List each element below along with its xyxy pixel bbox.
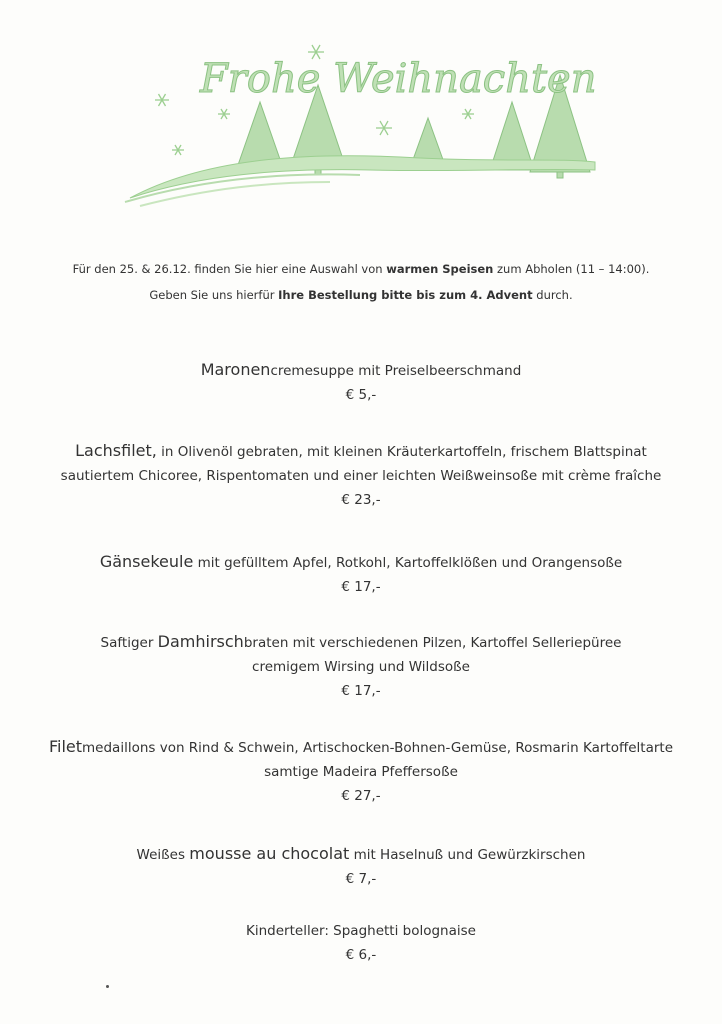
dish-name: Damhirsch [157,632,244,651]
dish-details: braten mit verschiedenen Pilzen, Kartoffel Selleriepüree [243,635,622,651]
dish-description [0,441,722,460]
dish-description [0,737,722,756]
notice-text: Geben Sie uns hierfür [149,288,279,302]
dish-price: € 6,- [345,947,377,963]
dish-prefix: Saftiger [100,635,158,651]
snowflake-icon [376,121,392,135]
menu-item [0,441,722,508]
greeting-title: Frohe Weihnachten [200,56,597,102]
dish-description [0,844,722,863]
dish-description [0,923,722,939]
menu-item [0,632,722,699]
notice-highlight: Ihre Bestellung bitte bis zum 4. Advent [278,288,533,302]
dish-price: € 7,- [345,871,377,887]
pickup-notice-line-2 [0,288,722,302]
menu-item [0,923,722,963]
christmas-header-illustration [120,30,600,210]
menu-item [0,360,722,403]
dish-details-line-2: sautiertem Chicoree, Rispentomaten und einer leichten Weißweinsoße mit crème fraîche [60,468,662,484]
dish-price: € 17,- [341,683,381,699]
dish-description [0,552,722,571]
dish-details: mit gefülltem Apfel, Rotkohl, Kartoffelklößen und Orangensoße [193,555,623,571]
dish-prefix: Weißes [136,847,190,863]
pickup-notice-line-1 [0,262,722,276]
dish-price: € 27,- [341,788,381,804]
dish-name: Filet [48,737,83,756]
dish-price: € 17,- [341,579,381,595]
snowflake-icon [172,145,184,155]
dish-details-line-2: samtige Madeira Pfeffersoße [264,764,458,780]
dish-description [0,360,722,379]
dish-name: Kinderteller: Spaghetti bolognaise [246,923,476,939]
menu-item [0,552,722,595]
scan-speck [106,985,109,988]
notice-text: Für den 25. & 26.12. finden Sie hier eine Auswahl von [72,262,387,276]
dish-details: mit Haselnuß und Gewürzkirschen [349,847,586,863]
notice-text: zum Abholen (11 – 14:00). [493,262,650,276]
notice-text: durch. [532,288,573,302]
dish-details: in Olivenöl gebraten, mit kleinen Kräuterkartoffeln, frischem Blattspinat [156,444,647,460]
snowflake-icon [462,109,474,119]
dish-details: cremesuppe mit Preiselbeerschmand [270,363,522,379]
dish-description [0,632,722,651]
notice-highlight: warmen Speisen [386,262,494,276]
dish-name: mousse au chocolat [189,844,350,863]
dish-name: Gänsekeule [99,552,194,571]
dish-details: medaillons von Rind & Schwein, Artischocken-Bohnen-Gemüse, Rosmarin Kartoffeltarte [82,740,674,756]
dish-name: Lachsfilet, [75,441,157,460]
dish-name: Maronen [200,360,271,379]
snowflake-icon [218,109,230,119]
dish-price: € 5,- [345,387,377,403]
snowflake-icon [155,94,169,106]
menu-item [0,844,722,887]
dish-price: € 23,- [341,492,381,508]
dish-details-line-2: cremigem Wirsing und Wildsoße [252,659,470,675]
menu-item [0,737,722,804]
